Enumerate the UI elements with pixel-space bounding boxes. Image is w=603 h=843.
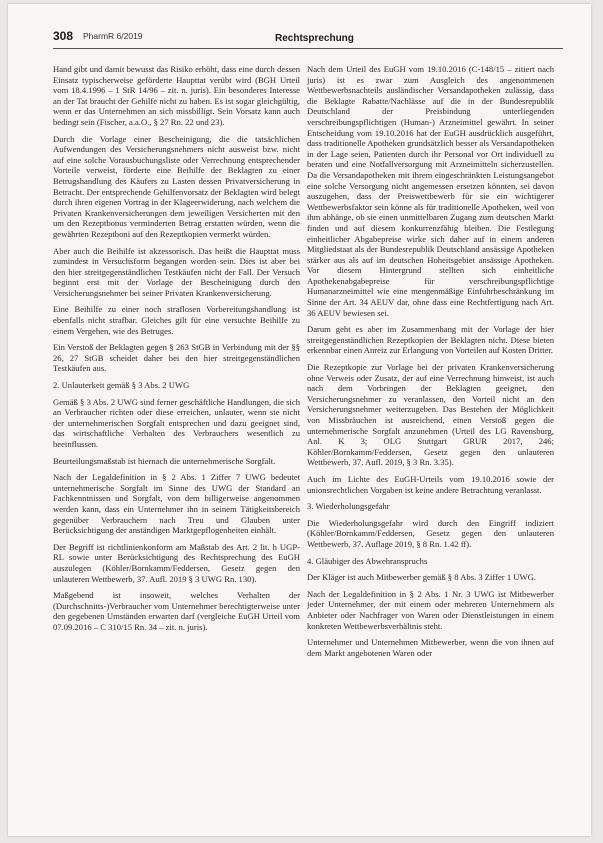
paragraph: Die Rezeptkopie zur Vorlage bei der privaten Krankenversicherung ohne Verweis oder Zusatz, der auf eine Verrechnung hinweist, ist auch nach dem Vorbringen der Beklagten geeignet, den Versicherungsnehmer zu veranlassen, den Vorteil nicht an den Versicherungsnehmer weiterzugeben. Das Bestehen der Möglichkeit von Missbräuchen ist ausreichend, einen Verstoß gegen die unternehmerische Sorgfalt anzunehmen (Urteil des LG Ravensburg, Anl. K 3; OLG Stuttgart GRUR 2017, 246; Köhler/Bornkamm/Feddersen, Gesetz gegen den unlauteren Wettbewerb, 37. Aufl. 2019, § 3 Rn. 3.35). [307, 362, 554, 468]
paragraph: Nach der Legaldefinition in § 2 Abs. 1 Ziffer 7 UWG bedeutet unternehmerische Sorgfalt im Sinne des UWG der Standard an Fachkenntnissen und Sorgfalt, von dem billigerweise angenommen werden kann, dass ein Unternehmer ihn in seinem Tätigkeitsbereich gegenüber Verbrauchern nach Treu und Glauben unter Berücksichtigung der anständigen Marktgepflogenheiten einhält. [53, 472, 300, 536]
paragraph: Die Wiederholungsgefahr wird durch den Eingriff indiziert (Köhler/Bornkamm/Feddersen, Gesetz gegen den unlauteren Wettbewerb, 37. Auflage 2019, § 8 Rn. 1.42 ff). [307, 517, 554, 549]
paragraph: Durch die Vorlage einer Bescheinigung, die die tatsächlichen Aufwendungen des Versicherungsnehmers nicht ausweist bzw. nicht auf eine solche Vorausbuchungsliste oder Verrechnung entsprechender Vorteile verweist, förderte eine Beihilfe der Beklagten zu einer Betrugshandlung des Käufers zu Lasten dessen Privatversicherung in Betracht. Der entsprechende Gehilfenvorsatz der Beklagten wird belegt durch ihren eigenen Vortrag in der Klageerwiderung, nach welchem die Privaten Krankenversicherungen dem jeweiligen Versicherten mit den um den Rezeptbonus verminderten Betrag erstatten würden, wenn die gewährten Rezeptboni auf den Rezeptkopien vermerkt würden. [53, 133, 300, 239]
paragraph: Nach dem Urteil des EuGH vom 19.10.2016 (C-148/15 – zitiert nach juris) ist es zwar zum Ausgleich des angenommenen Wettbewerbsnachteils ausländischer Versandapotheken zulässig, dass die Beklagte Rabatte/Nachlässe auf die in der Bundesrepublik Deutschland der Preisbindung unterliegenden verschreibungspflichtigen (Human-) Arzneimittel gewährt. In seiner Entscheidung vom 19.10.2016 hat der EuGH ausdrücklich ausgeführt, dass traditionelle Apotheken grundsätzlich besser als Versandapotheken in der Lage seien, Patienten durch ihr Personal vor Ort individuell zu beraten und eine Notfallversorgung mit Arzneimitteln sicherzustellen. Da die Versandapotheken mit ihrem eingeschränkten Leistungsangebot eine solche Versorgung nicht angemessen ersetzen könnten, sei davon auszugehen, dass der Preiswettbewerb für sie ein wichtigerer Wettbewerbsfaktor sein könne als für traditionelle Apotheken, weil von ihm abhänge, ob sie einen unmittelbaren Zugang zum deutschen Markt finden und auf diesem konkurrenzfähig bleiben. Die Festlegung einheitlicher Abgabepreise wirke sich daher auf in einem anderen Mitgliedstaat als der Bundesrepublik Deutschland ansässige Apotheken stärker aus als auf im deutschen Hoheitsgebiet ansässige Apotheken. Vor diesem Hintergrund stellten sich einheitliche Apothekenabgabepreise für verschreibungspflichtige Humanarzneimittel wie eine mengenmäßige Einfuhrbeschränkung im Sinne der Art. 34 AEUV dar, ohne dass eine Rechtfertigung nach Art. 36 AEUV bewiesen sei. [307, 64, 554, 318]
section-title: Rechtsprechung [275, 33, 354, 44]
paragraph: Eine Beihilfe zu einer noch straflosen Vorbereitungshandlung ist ebenfalls nicht strafbar. Gleiches gilt für eine versuchte Beihilfe zu einem Vergehen, wie des Betruges. [53, 304, 300, 336]
paragraph: Aber auch die Beihilfe ist akzessorisch. Das heißt die Haupttat muss zumindest in Versuchsform begangen worden sein. Dies ist aber bei den hier streitgegenständlichen Testkäufen nicht der Fall. Der Versuch beginnt erst mit der Vorlage der Bescheinigung durch den Versicherungsnehmer bei seiner Privaten Krankenversicherung. [53, 245, 300, 298]
paragraph: Nach der Legaldefinition in § 2 Abs. 1 Nr. 3 UWG ist Mitbewerber jeder Unternehmer, der mit einem oder mehreren Unternehmern als Anbieter oder Nachfrager von Waren oder Dienstleistungen in einem konkreten Wettbewerbsverhältnis steht. [307, 588, 554, 631]
paragraph: Hand gibt und damit bewusst das Risiko erhöht, dass eine durch dessen Einsatz typischerweise geförderte Haupttat verübt wird (BGH Urteil vom 18.4.1996 – 1 StR 14/96 – zit. n. juris). Ein besonderes Interesse an der Tat braucht der Gehilfe nicht zu haben. Es ist sogar gleichgültig, wenn er das Unternehmen an sich missbilligt. Sein Vorsatz kann auch bedingt sein (Fischer, a.a.O., § 27 Rn. 22 und 23). [53, 64, 300, 127]
right-column [307, 64, 554, 829]
paragraph: Darum geht es aber im Zusammenhang mit der Vorlage der hier streitgegenständlichen Rezeptkopien der Beklagten nicht. Diese bieten erkennbar einen Anreiz zur Erlangung von Vorteilen auf Kosten Dritter. [307, 324, 554, 356]
section-heading: 4. Gläubiger des Abwehranspruchs [307, 555, 428, 566]
paragraph: Ein Verstoß der Beklagten gegen § 263 StGB in Verbindung mit der §§ 26, 27 StGB scheidet daher bei den hier streitgegenständlichen Testkäufen aus. [53, 342, 300, 374]
page-number: 308 [53, 29, 74, 43]
paragraph: Unternehmer und Unternehmen Mitbewerber, wenn die von ihnen auf dem Markt angebotenen Waren oder [307, 637, 554, 658]
page-header [53, 24, 563, 46]
paragraph: Der Begriff ist richtlinienkonform am Maßstab des Art. 2 lit. h UGP-RL sowie unter Berücksichtigung des Rechtsprechung des EuGH auszulegen (Köhler/Bornkamm/Feddersen, Gesetz gegen den unlauteren Wettbewerb, 37. Aufl. 2019 § 3 UWG Rn. 130). [53, 541, 300, 584]
paragraph: Auch im Lichte des EuGH-Urteils vom 19.10.2016 sowie der unionsrechtlichen Vorgaben ist keine andere Betrachtung veranlasst. [307, 473, 554, 495]
paragraph: Beurteilungsmaßstab ist hiernach die unternehmerische Sorgfalt. [53, 455, 276, 466]
paragraph: Der Kläger ist auch Mitbewerber gemäß § 8 Abs. 3 Ziffer 1 UWG. [307, 572, 536, 583]
paragraph: Gemäß § 3 Abs. 2 UWG sind ferner geschäftliche Handlungen, die sich an Verbraucher richten oder diese erreichen, unlauter, wenn sie nicht der unternehmerischen Sorgfalt entsprechen und dazu geeignet sind, das wirtschaftliche Verhalten des Verbrauchers wesentlich zu beeinflussen. [53, 396, 300, 449]
header-rule [53, 48, 563, 49]
document-page [8, 4, 591, 836]
section-heading: 2. Unlauterkeit gemäß § 3 Abs. 2 UWG [53, 380, 190, 391]
left-column [53, 64, 300, 829]
journal-citation: PharmR 6/2019 [83, 31, 143, 41]
section-heading: 3. Wiederholungsgefahr [307, 501, 390, 512]
paragraph: Maßgebend ist insoweit, welches Verhalten der (Durchschnitts-)Verbraucher vom Unternehmer berechtigterweise unter den gegebenen Umständen erwarten darf (vergleiche EuGH Urteil vom 07.09.2016 – C 310/15 Rn. 34 – zit. n. juris). [53, 590, 300, 632]
